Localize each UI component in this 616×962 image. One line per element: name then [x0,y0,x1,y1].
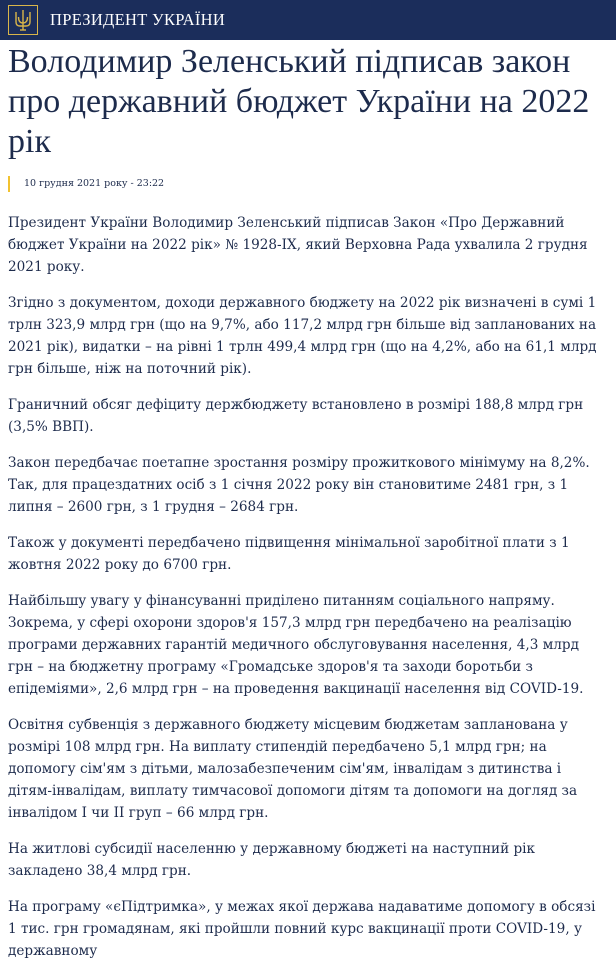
article-paragraph: Також у документі передбачено підвищення мінімальної заробітної плати з 1 жовтня 2022 року до 6700 грн. [8,535,570,573]
site-title-link[interactable]: ПРЕЗИДЕНТ УКРАЇНИ [50,10,226,29]
article-date: 10 грудня 2021 року - 23:22 [8,176,608,192]
article-title: Володимир Зеленський підписав закон про державний бюджет України на 2022 рік [8,43,590,160]
article-paragraph: Президент України Володимир Зеленський підписав Закон «Про Державний бюджет України на 2022 рік» № 1928-IX, який Верховна Рада ухвалила 2 грудня 2021 року. [8,215,588,275]
article-paragraph: Найбільшу увагу у фінансуванні приділено питанням соціального напряму. Зокрема, у сфері охорони здоров'я 157,3 млрд грн передбачено на реалізацію програми державних гарантій медичного обслуговування населення, 4,3 млрд грн – на бюджетну програму «Громадське здоров'я та заходи боротьби з епідеміями», 2,6 млрд грн – на проведення вакцинації населення від COVID-19. [8,593,584,697]
article-paragraph: Граничний обсяг дефіциту держбюджету встановлено в розмірі 188,8 млрд грн (3,5% ВВП). [8,397,584,435]
trident-icon[interactable] [8,5,38,35]
article-paragraph: На житлові субсидії населенню у державному бюджеті на наступний рік закладено 38,4 млрд грн. [8,841,535,879]
article-paragraph: Згідно з документом, доходи державного бюджету на 2022 рік визначені в сумі 1 трлн 323,9 млрд грн (що на 9,7%, або 117,2 млрд грн більше від запланованих на 2021 рік), видатки – на рівні 1 трлн 499,4 млрд грн (що на 4,2%, або на 61,1 млрд грн більше, ніж на поточний рік). [8,295,597,377]
article-body [8,212,608,962]
article-paragraph: На програму «єПідтримка», у межах якої держава надаватиме допомогу в обсязі 1 тис. грн громадянам, які пройшли повний курс вакцинації проти COVID-19, у державному [8,899,596,959]
article-paragraph: Закон передбачає поетапне зростання розміру прожиткового мінімуму на 8,2%. Так, для працездатних осіб з 1 січня 2022 року він становитиме 2481 грн, з 1 липня – 2600 грн, з 1 грудня – 2684 грн. [8,455,590,515]
article [0,42,616,962]
article-paragraph: Освітня субвенція з державного бюджету місцевим бюджетам запланована у розмірі 108 млрд грн. На виплату стипендій передбачено 5,1 млрд грн; на допомогу сім'ям з дітьми, малозабезпеченим сім'ям, інвалідам з дитинства і дітям-інвалідам, виплату тимчасової допомоги дітям та допомоги на догляд за інвалідом I чи II груп – 66 млрд грн. [8,717,578,821]
trident-icon-graphic [14,8,32,32]
site-header [0,0,616,40]
